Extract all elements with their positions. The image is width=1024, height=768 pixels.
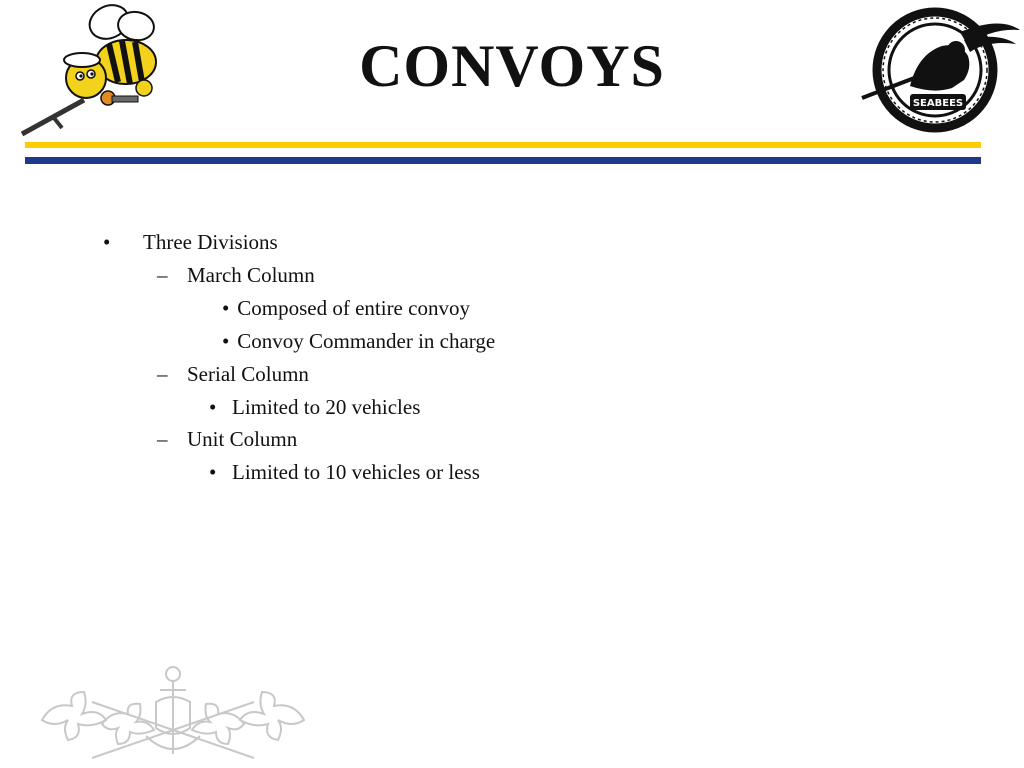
bullet-marker: • — [209, 395, 217, 419]
bullet-text: Unit Column — [187, 427, 298, 451]
bullet-marker: • — [222, 296, 230, 320]
bullet-level-2 — [0, 427, 1024, 451]
bullet-text: Limited to 20 vehicles — [232, 395, 421, 419]
bullet-text: March Column — [187, 263, 315, 287]
bullet-level-1 — [0, 230, 1024, 254]
emblem-text: SEABEES — [912, 98, 964, 109]
bullet-marker: • — [222, 329, 230, 353]
bullet-level-2 — [0, 362, 1024, 386]
dash-marker: – — [157, 263, 168, 287]
bullet-marker: • — [103, 230, 111, 254]
dash-marker: – — [157, 427, 168, 451]
slide-title: CONVOYS — [359, 33, 665, 99]
bullet-text: Limited to 10 vehicles or less — [232, 460, 480, 484]
bullet-marker: • — [209, 460, 217, 484]
bullet-level-3 — [0, 329, 1024, 353]
bullet-level-2 — [0, 263, 1024, 287]
bullet-text: Serial Column — [187, 362, 309, 386]
bullet-text: Convoy Commander in charge — [232, 329, 496, 353]
dash-marker: – — [157, 362, 168, 386]
insignia-watermark — [32, 662, 314, 766]
bullet-level-3 — [0, 296, 1024, 320]
bullet-text: Composed of entire convoy — [232, 296, 470, 320]
bullet-text: Three Divisions — [143, 230, 278, 254]
bullet-level-3 — [0, 460, 1024, 484]
bullet-level-3 — [0, 395, 1024, 419]
